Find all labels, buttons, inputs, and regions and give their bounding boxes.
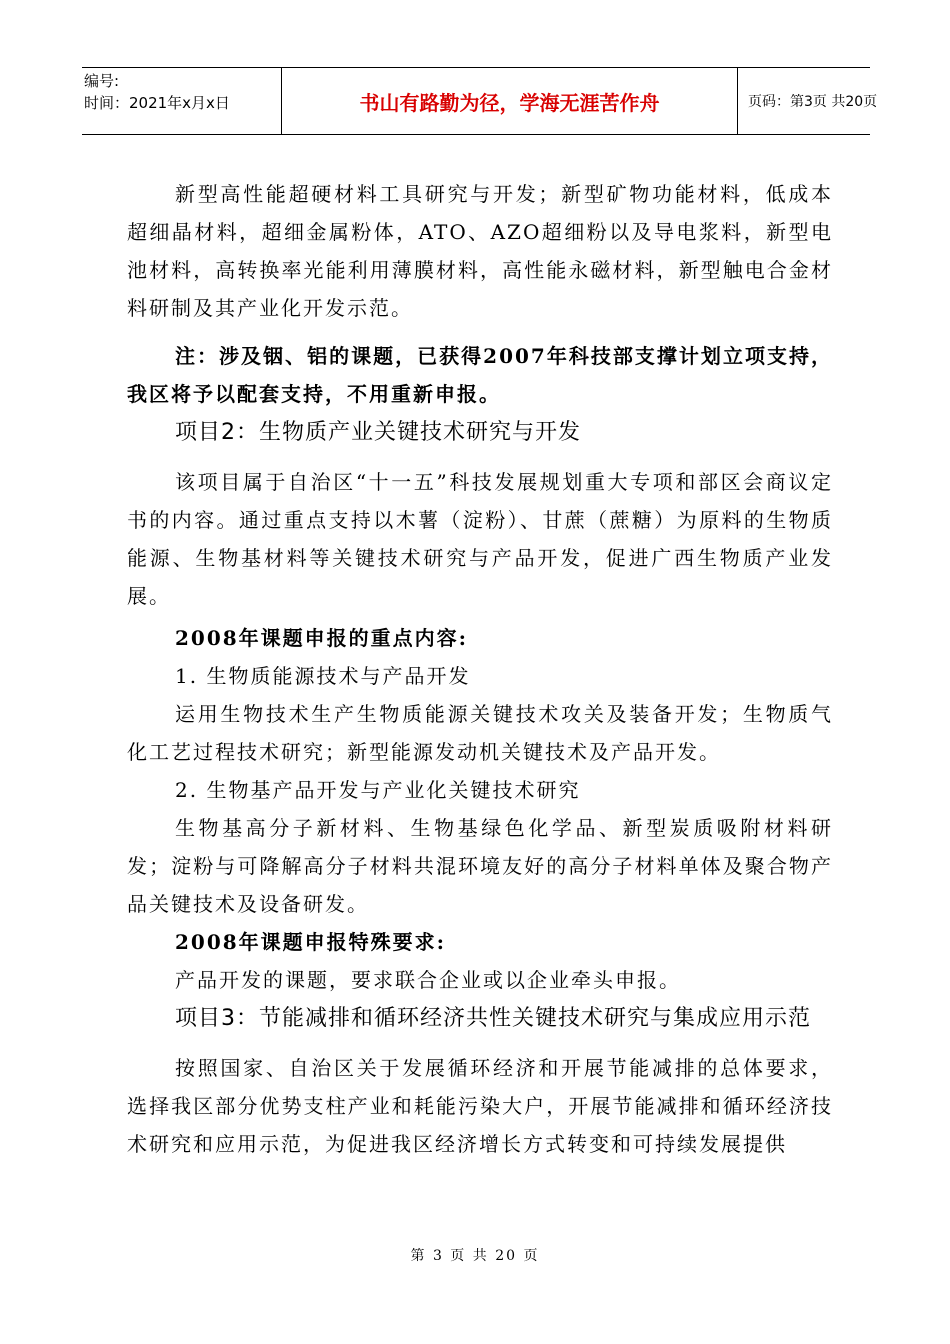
header-meta: [82, 68, 282, 134]
page-footer: 第 3 页 共 20 页: [410, 1248, 540, 1264]
header-motto: 书山有路勤为径，学海无涯苦作舟: [282, 68, 738, 134]
item2-text: 生物基高分子新材料、生物基绿色化学品、新型炭质吸附材料研发；淀粉与可降解高分子材料共混环境友好的高分子材料单体及聚合物产品关键技术及设备研发。: [127, 816, 833, 916]
item2-title: 2. 生物基产品开发与产业化关键技术研究: [175, 778, 581, 802]
paragraph-materials: 新型高性能超硬材料工具研究与开发；新型矿物功能材料，低成本超细晶材料，超细金属粉体，ATO、AZO超细粉以及导电浆料，新型电池材料，高转换率光能利用薄膜材料，高性能永磁材料，新型触电合金材料研制及其产业化开发示范。: [127, 182, 833, 320]
header-page-info: 页码：第3页 共20页: [748, 94, 878, 110]
note-paragraph: 注：涉及铟、铝的课题，已获得2007年科技部支撑计划立项支持，我区将予以配套支持，不用重新申报。: [127, 344, 833, 406]
paragraph-project2: 该项目属于自治区“十一五”科技发展规划重大专项和部区会商议定书的内容。通过重点支持以木薯（淀粉）、甘蔗（蔗糖）为原料的生物质能源、生物基材料等关键技术研究与产品开发，促进广西生物质产业发展。: [127, 470, 833, 608]
special-label: 2008年课题申报特殊要求:: [175, 930, 447, 954]
project2-heading: 项目2：生物质产业关键技术研究与开发: [175, 420, 581, 445]
time-label: 时间：2021年x月x日: [84, 94, 230, 112]
code-label: 编号:: [84, 72, 120, 90]
project3-heading: 项目3：节能减排和循环经济共性关键技术研究与集成应用示范: [175, 1006, 811, 1031]
special-text: 产品开发的课题，要求联合企业或以企业牵头申报。: [175, 968, 681, 992]
document-body: [127, 175, 833, 1163]
item1-text: 运用生物技术生产生物质能源关键技术攻关及装备开发；生物质气化工艺过程技术研究；新型能源发动机关键技术及产品开发。: [127, 702, 833, 764]
document-header: [82, 67, 878, 135]
paragraph-project3: 按照国家、自治区关于发展循环经济和开展节能减排的总体要求，选择我区部分优势支柱产业和耗能污染大户，开展节能减排和循环经济技术研究和应用示范，为促进我区经济增长方式转变和可持续发展提供: [127, 1056, 833, 1156]
item1-title: 1. 生物质能源技术与产品开发: [175, 664, 471, 688]
key-content-label: 2008年课题申报的重点内容:: [175, 626, 469, 650]
